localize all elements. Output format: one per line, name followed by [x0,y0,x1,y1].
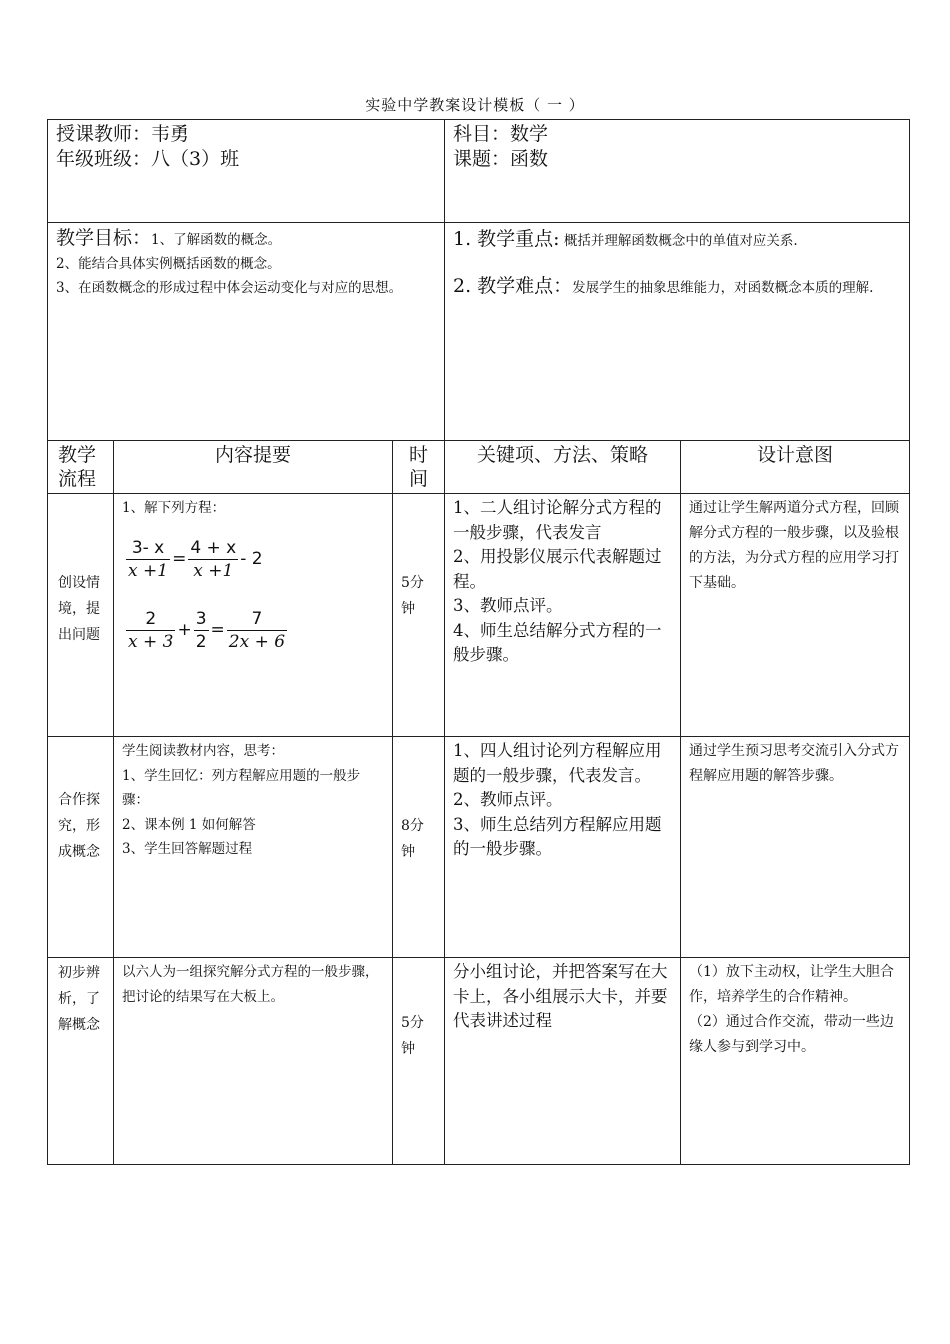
content-title: 1、解下列方程： [122,500,226,516]
col-header-content: 内容提要 [114,441,393,494]
flow-text: 创设情境，提出问题 [58,575,100,643]
eq1-num2: 4 + x [190,537,237,558]
topic-label: 课题： [453,148,511,170]
col-header-intent: 设计意图 [681,441,910,494]
objective-item-3: 3、在函数概念的形成过程中体会运动变化与对应的思想。 [56,280,403,296]
difficulty-label: 2. 教学难点： [453,275,573,297]
info-row [48,120,910,223]
flow-cell [48,737,114,958]
flow-cell [48,494,114,737]
equation-2: $\frac{2}{x + 3}$ + $\frac{3}{2}$ = $\frac{7}{2x + 6}$ [128,608,286,652]
teacher-label: 授课教师： [56,123,152,145]
subject-topic-cell [445,120,910,223]
time-text: 5分钟 [401,575,424,617]
col-header-key: 关键项、方法、策略 [445,441,681,494]
time-cell [393,958,445,1165]
flow-text: 合作探究，形成概念 [58,792,100,860]
objectives-label: 教学目标： [56,227,152,249]
subject-label: 科目： [453,123,511,145]
class-name: 八（3）班 [151,148,240,170]
subject-value: 数学 [510,123,549,145]
objective-item-1: 1、了解函数的概念。 [151,232,282,248]
key-cell: 分小组讨论，并把答案写在大卡上，各小组展示大卡，并要代表讲述过程 [445,958,681,1165]
teacher-name: 韦勇 [151,123,190,145]
objective-item-2: 2、能结合具体实例概括函数的概念。 [56,256,281,272]
table-row [48,494,910,737]
key-point-text: 概括并理解函数概念中的单值对应关系. [563,233,798,249]
content-cell [114,494,393,737]
difficulty-text: 发展学生的抽象思维能力，对函数概念本质的理解. [572,280,874,296]
col-header-time: 时间 [393,441,445,494]
content-cell: 以六人为一组探究解分式方程的一般步骤，把讨论的结果写在大板上。 [114,958,393,1165]
intent-cell: 通过学生预习思考交流引入分式方程解应用题的解答步骤。 [681,737,910,958]
eq1-tail: - 2 [240,549,263,569]
teacher-class-cell [48,120,445,223]
eq2-den2: 2 [195,631,207,652]
intent-cell: 通过让学生解两道分式方程，回顾解分式方程的一般步骤，以及验根的方法，为分式方程的应用学习打下基础。 [681,494,910,737]
flow-text: 初步辨析，了解概念 [58,965,100,1033]
time-text: 8分钟 [401,818,424,860]
time-text: 5分钟 [401,1015,424,1057]
eq1-num1: 3- x [126,537,170,560]
col-header-flow: 教学流程 [48,441,114,494]
eq2-den1: x + 3 [128,631,174,652]
equation-1: $\frac{3- x}{x +1}$ = $\frac{4 + x}{x +1}$ - 2 [128,537,263,581]
eq2-den3: 2x + 6 [228,631,286,652]
eq2-num1: 2 [126,608,175,631]
topic-value: 函数 [510,148,549,170]
time-cell [393,737,445,958]
key-point-label: 1. 教学重点: [453,228,560,250]
table-row [48,737,910,958]
lesson-plan-table [47,119,910,1165]
key-cell: 1、二人组讨论解分式方程的一般步骤，代表发言 2、用投影仪展示代表解题过程。 3、教师点评。 4、师生总结解分式方程的一般步骤。 [445,494,681,737]
column-header-row [48,441,910,494]
eq2-num3: 7 [227,608,287,631]
objectives-cell [48,223,445,441]
content-cell: 学生阅读教材内容，思考： 1、学生回忆：列方程解应用题的一般步骤： 2、课本例 1 如何解答 3、学生回答解题过程 [114,737,393,958]
eq1-den2: x +1 [193,560,234,581]
eq1-den1: x +1 [128,560,169,581]
key-cell: 1、四人组讨论列方程解应用题的一般步骤，代表发言。 2、教师点评。 3、师生总结列方程解应用题的一般步骤。 [445,737,681,958]
document-title: 实验中学教案设计模板（ 一 ） [365,96,585,114]
time-cell [393,494,445,737]
class-label: 年级班级： [56,148,152,170]
focus-cell [445,223,910,441]
intent-cell: （1）放下主动权，让学生大胆合作，培养学生的合作精神。 （2）通过合作交流，带动一些边缘人参与到学习中。 [681,958,910,1165]
table-row [48,958,910,1165]
objectives-row [48,223,910,441]
eq2-num2: 3 [195,608,207,629]
flow-cell [48,958,114,1165]
